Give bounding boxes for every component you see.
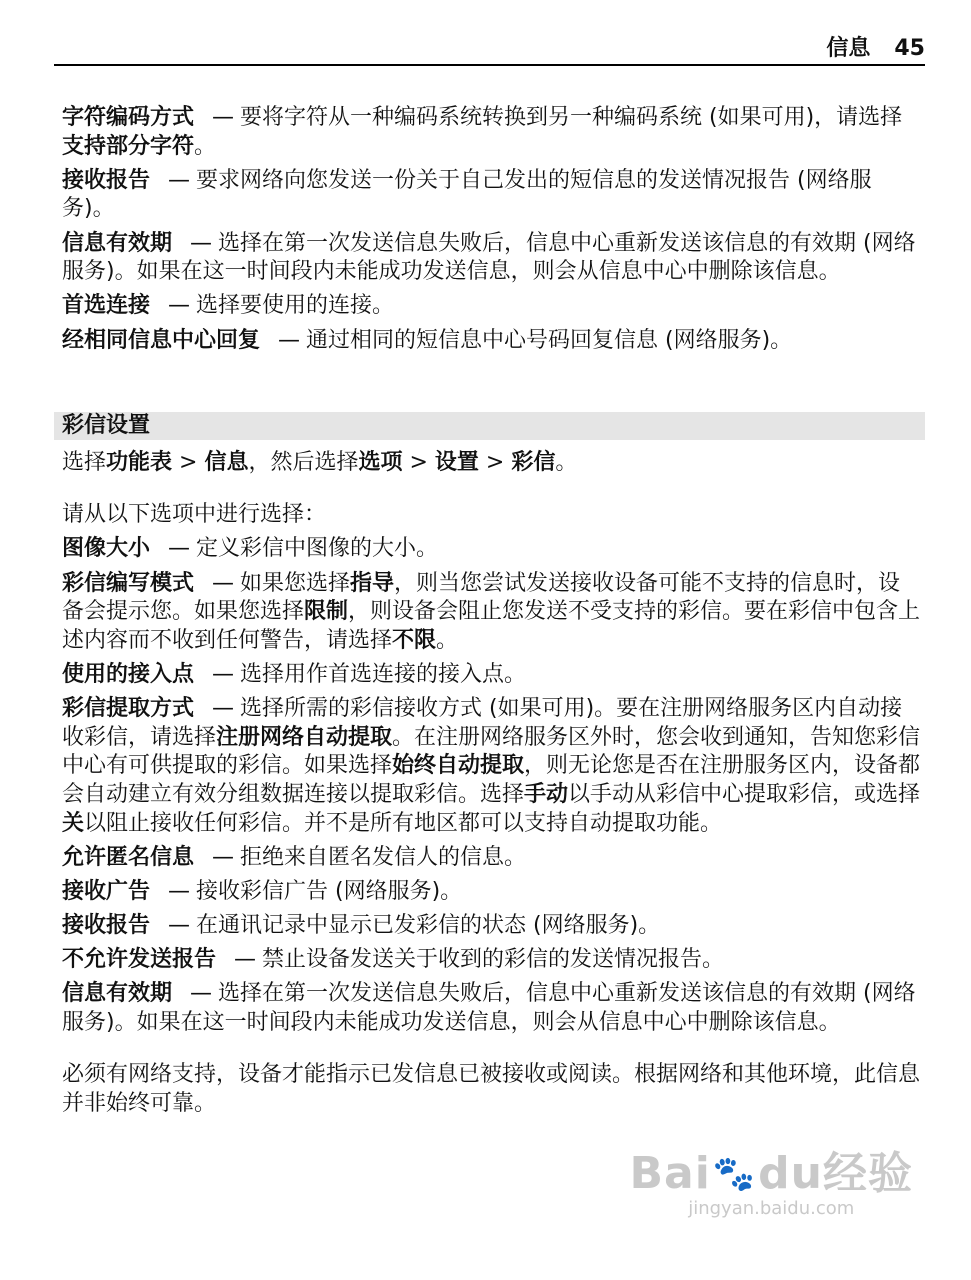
dash: —: [190, 981, 213, 1007]
option-value: 不限: [392, 627, 437, 653]
watermark-logo-cn: 经验: [823, 1148, 913, 1199]
option-desc-tail: 。: [194, 133, 217, 159]
baidu-jingyan-watermark: [630, 1150, 913, 1220]
list-item: [62, 946, 922, 975]
option-term: 经相同信息中心回复: [62, 327, 261, 353]
list-item: [62, 104, 922, 161]
watermark-logo-right: du: [758, 1148, 823, 1199]
option-desc: 。: [436, 627, 459, 653]
option-desc: 通过相同的短信息中心号码回复信息 (网络服务)。: [306, 327, 793, 353]
paw-icon: 🐾: [712, 1154, 757, 1194]
option-term: 信息有效期: [62, 230, 173, 256]
option-value: 始终自动提取: [392, 753, 525, 779]
list-item: [62, 327, 922, 356]
dash: —: [168, 913, 191, 939]
path-text: ，然后选择: [248, 450, 359, 475]
option-term: 接收广告: [62, 878, 151, 904]
option-term: 首选连接: [62, 293, 151, 319]
dash: —: [190, 230, 213, 256]
option-desc: 以阻止接收任何彩信。并不是所有地区都可以支持自动提取功能。: [84, 810, 723, 836]
option-value: 支持部分字符: [62, 133, 195, 159]
dash: —: [168, 878, 191, 904]
list-item: [62, 661, 922, 690]
list-item: [62, 844, 922, 873]
path-messages: 信息: [204, 450, 249, 475]
option-desc: 如果您选择: [240, 570, 351, 596]
option-desc: 选择所需的彩信接收方式 (如果可用)。要在注册网络服务区内自动接收彩信，请选择: [62, 696, 903, 750]
dash: —: [212, 844, 235, 870]
option-term: 接收报告: [62, 913, 151, 939]
option-desc: ，则当您尝试发送接收设备可能不支持的信息时，设备会提示您。如果您选择: [62, 570, 901, 625]
option-value: 限制: [304, 599, 349, 625]
option-desc: 拒绝来自匿名发信人的信息。: [240, 844, 527, 870]
path-mms: 彩信: [511, 450, 556, 475]
option-desc: 在通讯记录中显示已发彩信的状态 (网络服务)。: [196, 913, 661, 939]
list-item: [62, 292, 922, 321]
option-desc: 选择用作首选连接的接入点。: [240, 661, 527, 687]
option-value: 注册网络自动提取: [216, 724, 393, 750]
option-desc: 。在注册网络服务区外时，您会收到通知，告知您彩信中心有可供提取的彩信。如果选择: [62, 724, 921, 779]
dash: —: [168, 167, 191, 193]
watermark-url: jingyan.baidu.com: [688, 1198, 855, 1219]
option-value: 手动: [524, 781, 569, 807]
mms-settings-list: [62, 449, 922, 1124]
option-term: 信息有效期: [62, 981, 173, 1007]
dash: —: [212, 696, 235, 722]
option-term: 字符编码方式: [62, 105, 195, 130]
dash: —: [234, 947, 257, 973]
path-sep: >: [402, 450, 435, 475]
list-item: [62, 878, 922, 907]
option-desc: 定义彩信中图像的大小。: [196, 536, 439, 562]
option-desc: 禁止设备发送关于收到的彩信的发送情况报告。: [262, 947, 725, 973]
option-term: 接收报告: [62, 167, 151, 193]
option-desc: 要求网络向您发送一份关于自己发出的短信息的发送情况报告 (网络服务)。: [62, 167, 872, 222]
intro-text: 请从以下选项中进行选择：: [62, 502, 327, 528]
list-item: [62, 230, 922, 287]
option-desc: 以手动从彩信中心提取彩信，或选择: [568, 781, 921, 807]
option-desc: 选择在第一次发送信息失败后，信息中心重新发送该信息的有效期 (网络服务)。如果在这一时间段内未能成功发送信息，则会从信息中心中删除该信息。: [62, 981, 916, 1036]
option-value: 指导: [350, 570, 395, 596]
path-menu: 功能表: [106, 450, 173, 475]
page-number: 45: [894, 36, 925, 61]
path-options: 选项: [358, 450, 403, 475]
option-desc: ，则设备会阻止您发送不受支持的彩信。要在彩信中包含上述内容而不收到任何警告，请选择: [62, 599, 921, 653]
dash: —: [212, 570, 235, 596]
path-settings: 设置: [434, 450, 479, 475]
option-desc: 要将字符从一种编码系统转换到另一种编码系统 (如果可用)，请选择: [240, 105, 903, 130]
list-item: [62, 912, 922, 941]
option-desc: ，则无论您是否在注册服务区内，设备都会自动建立有效分组数据连接以提取彩信。选择: [62, 753, 921, 807]
option-desc: 接收彩信广告 (网络服务)。: [196, 878, 463, 904]
page-header: [54, 30, 925, 66]
dash: —: [212, 105, 235, 130]
option-value: 关: [62, 810, 85, 836]
sms-settings-list: [62, 104, 922, 361]
path-sep: >: [172, 450, 205, 475]
option-term: 使用的接入点: [62, 661, 195, 687]
list-item: [62, 535, 922, 564]
watermark-logo-left: Bai: [629, 1148, 711, 1199]
dash: —: [168, 293, 191, 319]
path-text: 。: [555, 450, 578, 475]
menu-path: [62, 449, 922, 478]
list-item: [62, 570, 922, 656]
option-term: 彩信编写模式: [62, 570, 195, 596]
option-desc: 选择要使用的连接。: [196, 293, 395, 319]
dash: —: [278, 327, 301, 353]
option-term: 允许匿名信息: [62, 844, 195, 870]
dash: —: [168, 536, 191, 562]
path-sep: >: [478, 450, 512, 475]
header-title: 信息: [826, 36, 871, 61]
path-text: 选择: [62, 450, 107, 475]
dash: —: [212, 661, 235, 687]
list-item: [62, 167, 922, 224]
section-title: 彩信设置: [62, 413, 151, 438]
footer-note: 必须有网络支持，设备才能指示已发信息已被接收或阅读。根据网络和其他环境，此信息并非始终可靠。: [62, 1062, 921, 1116]
option-term: 不允许发送报告: [62, 947, 217, 973]
list-item: [62, 980, 922, 1037]
option-term: 彩信提取方式: [62, 696, 195, 722]
section-heading-band: [54, 412, 925, 440]
option-term: 图像大小: [62, 536, 151, 562]
option-desc: 选择在第一次发送信息失败后，信息中心重新发送该信息的有效期 (网络服务)。如果在这一时间段内未能成功发送信息，则会从信息中心中删除该信息。: [62, 230, 916, 285]
list-item: [62, 695, 922, 838]
watermark-logo: [630, 1150, 913, 1198]
